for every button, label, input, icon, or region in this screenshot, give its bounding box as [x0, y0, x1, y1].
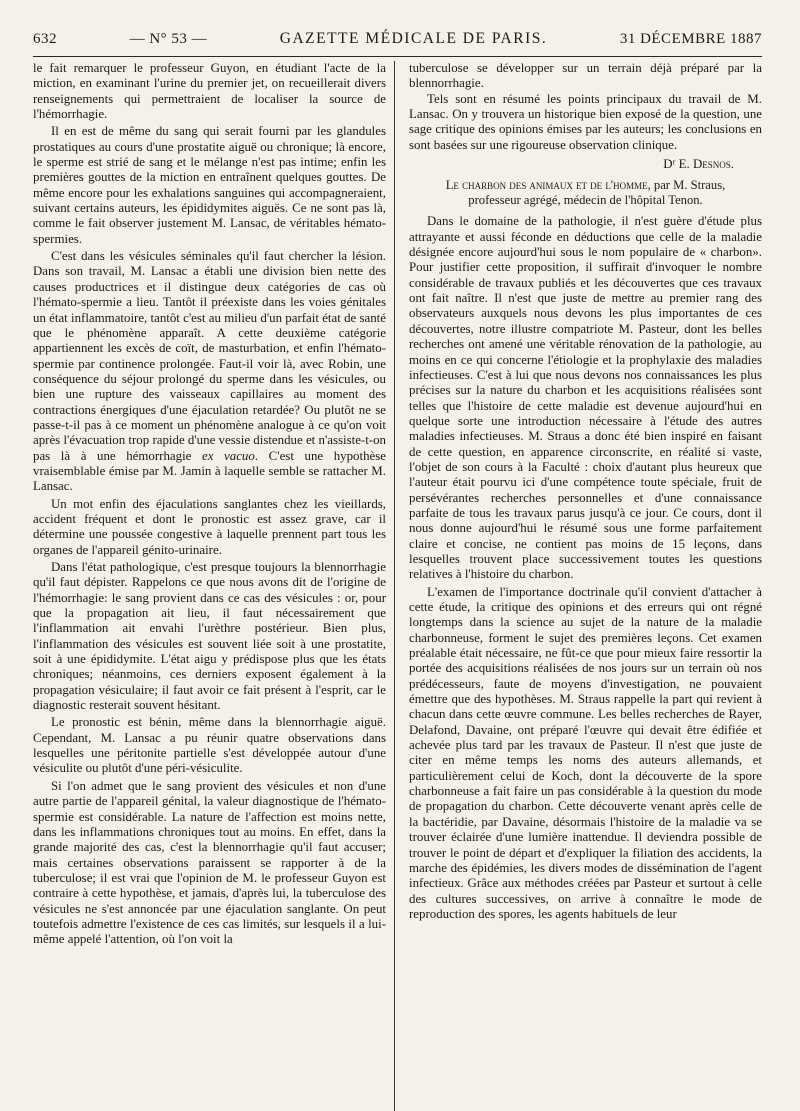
left-column — [33, 61, 386, 948]
paragraph: Il en est de même du sang qui serait fourni par les glandules prostatiques au cours d'une prostatite aiguë ou chronique; là encore, le sperme est strié de sang et le mélange n'est pas intime; enfin les premières gouttes de la miction en entraînent quelques gouttes. De même encore pour les exhalations sanguines qui accompagneraient, suivant certains auteurs, les épididymites aiguës. Ce ne sont pas là, comme le fait observer justement M. Lansac, de véritables hémato-spermies. — [33, 124, 386, 246]
paragraph: Dans l'état pathologique, c'est presque toujours la blennorrhagie qu'il faut dépister. Rappelons ce que nous avons dit de l'origine de l'hémorrhagie: le sang provient dans ce cas des vésicules : or, pour que la propagation ait lieu, il faut nécessairement que l'inflammation ait envahi l'urèthre postérieur. Bien plus, l'inflammation des vésicules est souvent liée soit à une prostatite, soit à une épididymite. L'état aigu y prédispose plus que les états chroniques; néanmoins, ces derniers exposent également à la propagation vésiculaire; il faut avoir ce fait présent à l'esprit, car le diagnostic resterait souvent hésitant. — [33, 560, 386, 713]
paragraph: L'examen de l'importance doctrinale qu'il convient d'attacher à cette étude, la critique des opinions et des erreurs qui ont régné longtemps dans la science au sujet de la nature de la maladie charbonneuse, forment le sujet des premières leçons. Cet examen préalable était nécessaire, ne fût-ce que pour mieux faire ressortir la portée des acquisitions réalisées de nos jours sur un terrain où nos prédécesseurs, faute de moyens d'investigation, ne pouvaient émettre que des hypothèses. M. Straus rappelle la part qui revient à chacun dans cette œuvre commune. Les belles recherches de Rayer, Delafond, Davaine, ont préparé l'œuvre qui devait être édifiée et achevée plus tard par les travaux de Pasteur. Il n'est que juste de citer en même temps les noms des auteurs allemands, et particulièrement celui de Koch, dont la découverte de la spore charbonneuse a fait faire un pas considérable à la question du mode de propagation du charbon. Cette découverte venant après celle de la bactéridie, par Davaine, désormais l'histoire de la maladie va se trouver éclairée d'une lumière inattendue. Il deviendra possible de trouver le point de départ et d'expliquer la filiation des accidents, la marche des épidémies, les divers modes de dissémination de l'agent infectieux. Grâce aux méthodes créées par Pasteur et surtout à celle des cultures successives, on arrive à connaître le mode de reproduction des spores, les agents habituels de leur — [409, 584, 762, 921]
page-number: 632 — [33, 31, 57, 47]
paragraph: Dans le domaine de la pathologie, il n'est guère d'étude plus attrayante et aussi féconde en déductions que celle de la maladie désignée encore aujourd'hui sous le nom populaire de « charbon». Pour justifier cette proposition, il suffirait d'invoquer le nombre considérable de travaux publiés et les découvertes que ces travaux ont fait naître. Il n'est que juste de mettre au premier rang des observateurs auxquels nous devons les plus importantes de ces découvertes, notre illustre compatriote M. Pasteur, dont les belles recherches ont amené une véritable rénovation de la pathologie, au moins en ce qui concerne l'étiologie et la prophylaxie des maladies infectieuses. C'est à lui que nous devons nos connaissances les plus précises sur la nature du charbon et les acquisitions réalisées sont telles que l'histoire de cette maladie est devenue aujourd'hui en quelque sorte une introduction nécessaire à l'étude des autres maladies infectieuses. M. Straus a donc été bien inspiré en faisant de cette question, en apparence circonscrite, en réalité si vaste, l'objet de son cours à la Faculté : choix d'autant plus heureux que l'auteur était pourvu ici d'une compétence toute spéciale, fruit de persévérantes recherches personnelles et d'une connaissance parfaite de tous les travaux parus jusqu'à ce jour. Ce cours, dont il nous donne aujourd'hui le résumé sous une forme parfaitement claire et concise, ne contient pas moins de 15 leçons, dans lesquelles trouvent place successivement toutes les questions relatives à l'histoire du charbon. — [409, 214, 762, 582]
issue-date: 31 DÉCEMBRE 1887 — [619, 31, 762, 47]
latin-term: ex vacuo — [202, 448, 255, 463]
right-column — [409, 61, 762, 948]
issue-number: — N° 53 — — [129, 31, 208, 47]
paragraph: Si l'on admet que le sang provient des vésicules et non d'une autre partie de l'appareil génital, la valeur diagnostique de l'hémato-spermie est considérable. La nature de l'affection est moins nette, dans les inflammations chroniques tout au moins. En effet, dans la grande majorité des cas, c'est la blennorrhagie qu'il faut accuser; mais certaines observations paraissent se rapporter à de la tuberculose; il est vrai que l'opinion de M. le professeur Guyon est contraire à cette hypothèse, et jamais, d'après lui, la tuberculose des vésicules ne s'est annoncée par une éjaculation sanglante. On peut toutefois admettre l'existence de ces cas limités, sur lesquels il a lui-même appelé l'attention, où l'on voit la — [33, 778, 386, 947]
author-signature: Dʳ E. Desnos. — [663, 157, 734, 172]
paragraph: Tels sont en résumé les points principaux du travail de M. Lansac. On y trouvera un historique bien exposé de la question, une sage critique des opinions émises par les auteurs; les conclusions en sont basées sur une rigoureuse observation clinique. — [409, 91, 762, 152]
column-divider — [394, 61, 395, 1111]
paragraph: tuberculose se développer sur un terrain déjà préparé par la blennorrhagie. — [409, 61, 762, 91]
page-header — [33, 30, 762, 57]
article-author: par M. Straus, — [653, 178, 726, 193]
paragraph-text: . C'est une hypothèse vraisemblable émise par M. Jamin à laquelle semble se rattacher M. Lansac. — [33, 448, 386, 494]
paragraph — [33, 249, 386, 495]
paragraph: le fait remarquer le professeur Guyon, en étudiant l'acte de la miction, en examinant l'urine du premier jet, on recueillerait divers renseignements qui permettraient de localiser la source de l'hémorrhagie. — [33, 61, 386, 122]
article-heading — [409, 178, 762, 208]
article-title: Le charbon des animaux et de l'homme, — [445, 178, 651, 193]
article-subtitle: professeur agrégé, médecin de l'hôpital Tenon. — [468, 193, 703, 208]
paragraph-text: C'est dans les vésicules séminales qu'il faut chercher la lésion. Dans son travail, M. Lansac a établi une division bien nette des causes productrices et il distingue deux catégories de cas où l'hémato-spermie a lieu. Tantôt il préexiste dans les voies génitales un état inflammatoire, tantôt c'est au milieu d'un parfait état de santé que le phénomène apparaît. A cette deuxième catégorie appartiennent les excès de coït, de masturbation, et enfin l'hémato-spermie par continence prolongée. Faut-il voir là, avec Robin, une conséquence du séjour prolongé du sperme dans les vésicules, ou bien une rupture des vaisseaux capillaires au moment des contractions énergiques d'une éjaculation retardée? Ou plutôt ne se passe-t-il pas à ce moment un phénomène analogue à ce qu'on voit après l'évacuation trop rapide d'une vessie distendue et n'assiste-t-on pas là à une hémorrhagie — [33, 249, 386, 463]
text-columns — [33, 61, 762, 948]
journal-title: GAZETTE MÉDICALE DE PARIS. — [279, 30, 548, 47]
paragraph: Le pronostic est bénin, même dans la blennorrhagie aiguë. Cependant, M. Lansac a pu réunir quatre observations dans lesquelles une péritonite partielle s'est développée autour d'une vésiculite ou plutôt d'une péri-vésiculite. — [33, 715, 386, 776]
paragraph: Un mot enfin des éjaculations sanglantes chez les vieillards, accident fréquent et dont le pronostic est assez grave, car il détermine une poussée congestive à laquelle prennent part tous les organes de l'appareil génito-urinaire. — [33, 496, 386, 557]
